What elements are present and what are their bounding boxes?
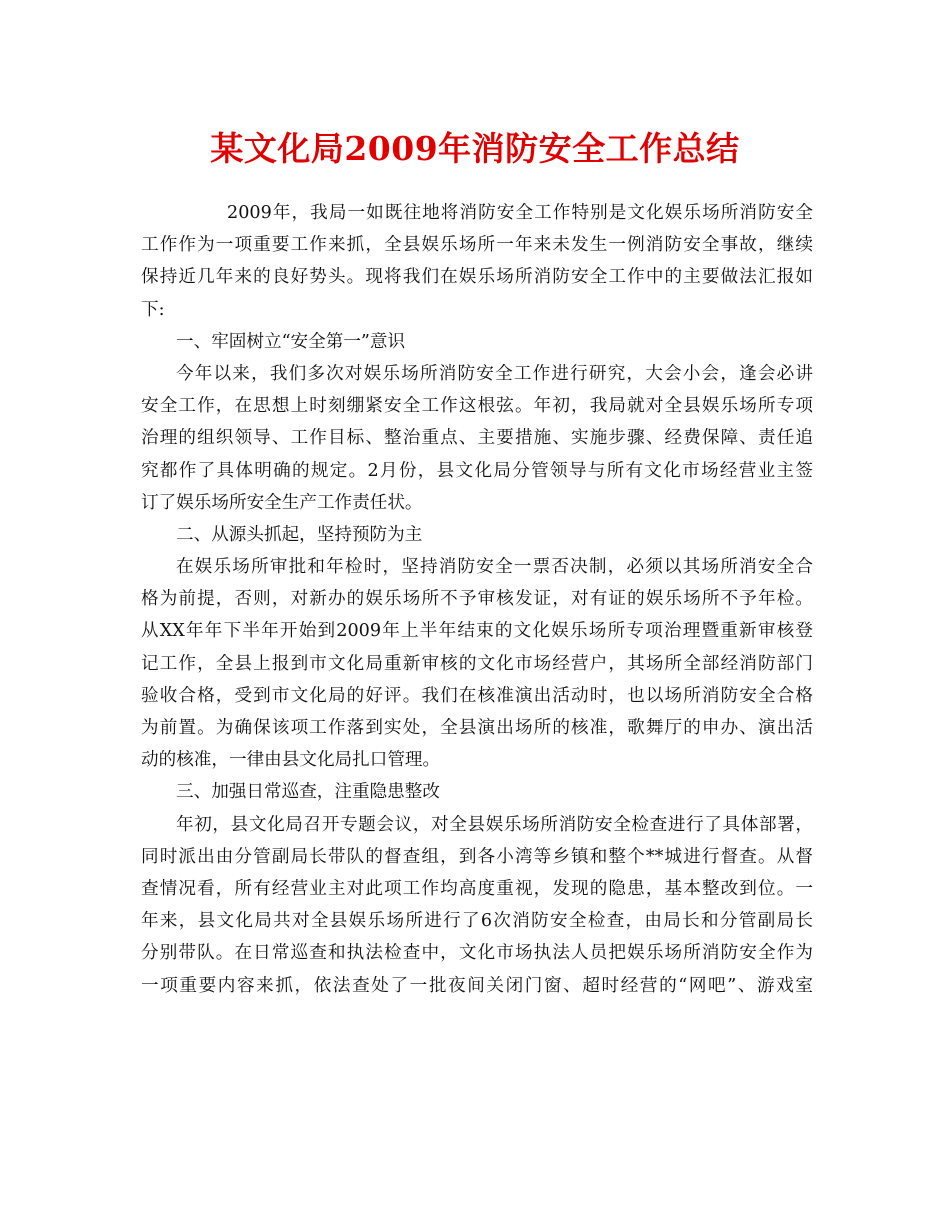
paragraph-3-line-6: 为前置。为确保该项工作落到实处，全县演出场所的核准，歌舞厅的申办、演出活 xyxy=(141,718,813,738)
paragraph-3-line-4: 记工作，全县上报到市文化局重新审核的文化市场经营户，其场所全部经消防部门 xyxy=(141,653,813,674)
document-title: 某文化局2009年消防安全工作总结 xyxy=(210,129,740,168)
paragraph-4-line-1: 年初，县文化局召开专题会议，对全县娱乐场所消防安全检查进行了具体部署， xyxy=(176,814,813,835)
paragraph-1-line-4: 下: xyxy=(141,299,165,320)
paragraph-1-line-2: 工作作为一项重要工作来抓，全县娱乐场所一年来未发生一例消防安全事故，继续 xyxy=(141,235,813,256)
paragraph-2-line-1: 今年以来，我们多次对娱乐场所消防安全工作进行研究，大会小会，逢会必讲 xyxy=(176,363,813,384)
paragraph-2-line-4: 究都作了具体明确的规定。2月份，县文化局分管领导与所有文化市场经营业主签 xyxy=(141,460,813,481)
paragraph-4-line-4: 年来，县文化局共对全县娱乐场所进行了6次消防安全检查，由局长和分管副局长 xyxy=(141,911,813,932)
paragraph-4-line-3: 查情况看，所有经营业主对此项工作均高度重视，发现的隐患，基本整改到位。一 xyxy=(141,878,813,899)
paragraph-1-line-3: 保持近几年来的良好势头。现将我们在娱乐场所消防安全工作中的主要做法汇报如 xyxy=(141,267,813,288)
section-heading-3: 三、加强日常巡查，注重隐患整改 xyxy=(176,782,440,803)
paragraph-3-line-7: 动的核准，一律由县文化局扎口管理。 xyxy=(141,750,441,771)
paragraph-2-line-3: 治理的组织领导、工作目标、整治重点、主要措施、实施步骤、经费保障、责任追 xyxy=(141,428,813,449)
paragraph-2-line-5: 订了娱乐场所安全生产工作责任状。 xyxy=(141,492,423,513)
paragraph-4-line-2: 同时派出由分管副局长带队的督查组，到各小湾等乡镇和整个**城进行督查。从督 xyxy=(141,846,813,867)
paragraph-3-line-3: 从XX年年下半年开始到2009年上半年结束的文化娱乐场所专项治理暨重新审核登 xyxy=(141,621,813,642)
paragraph-4-line-6: 一项重要内容来抓，依法查处了一批夜间关闭门窗、超时经营的“网吧”、游戏室 xyxy=(141,975,813,996)
document-body xyxy=(141,197,813,1002)
paragraph-2-line-2: 安全工作，在思想上时刻绷紧安全工作这根弦。年初，我局就对全县娱乐场所专项 xyxy=(141,396,813,417)
section-heading-2: 二、从源头抓起，坚持预防为主 xyxy=(176,524,423,545)
paragraph-1-line-1: 2009年，我局一如既往地将消防安全工作特别是文化娱乐场所消防安全 xyxy=(227,203,813,223)
paragraph-3-line-5: 验收合格，受到市文化局的好评。我们在核准演出活动时，也以场所消防安全合格 xyxy=(141,685,813,706)
paragraph-3-line-2: 格为前提，否则，对新办的娱乐场所不予审核发证，对有证的娱乐场所不予年检。 xyxy=(141,589,813,610)
section-heading-1: 一、牢固树立“安全第一”意识 xyxy=(176,331,406,352)
paragraph-3-line-1: 在娱乐场所审批和年检时，坚持消防安全一票否决制，必须以其场所消安全合 xyxy=(176,557,813,578)
paragraph-4-line-5: 分别带队。在日常巡查和执法检查中，文化市场执法人员把娱乐场所消防安全作为 xyxy=(141,943,813,964)
